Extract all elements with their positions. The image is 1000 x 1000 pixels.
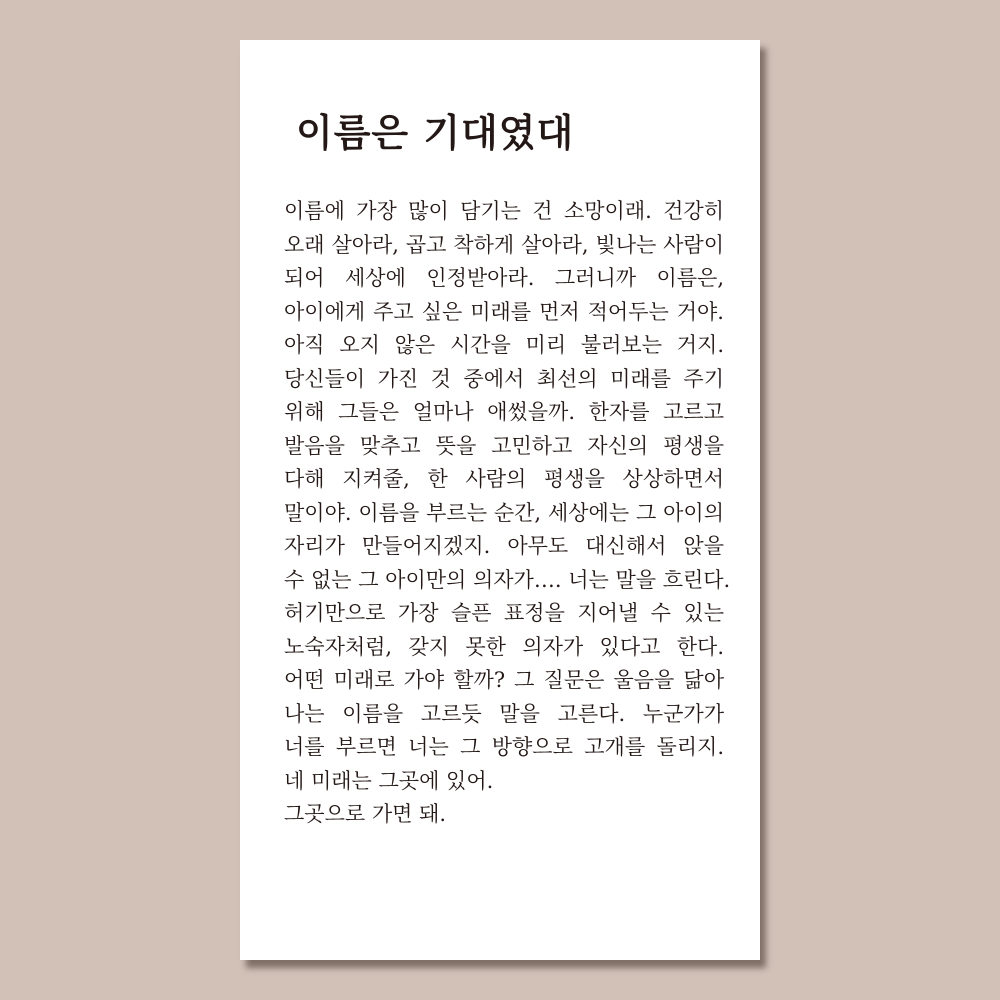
body-text [284,195,731,832]
text-line: 자리가 만들어지겠지. 아무도 대신해서 앉을 [284,534,724,558]
text-line: 어떤 미래로 가야 할까? 그 질문은 울음을 닮아 [284,668,724,692]
text-line: 수 없는 그 아이만의 의자가…. 너는 말을 흐린다. [284,567,731,592]
text-line: 노숙자처럼, 갖지 못한 의자가 있다고 한다. [284,634,724,659]
text-line: 당신들이 가진 것 중에서 최선의 미래를 주기 [284,366,724,391]
text-line: 다해 지켜줄, 한 사람의 평생을 상상하면서 [284,467,724,491]
text-line: 말이야. 이름을 부르는 순간, 세상에는 그 아이의 [284,500,724,525]
text-card [240,40,760,960]
text-line: 이름에 가장 많이 담기는 건 소망이래. 건강히 [284,199,724,223]
text-line: 되어 세상에 인정받아라. 그러니까 이름은, [284,266,724,290]
text-line: 발음을 맞추고 뜻을 고민하고 자신의 평생을 [284,433,724,458]
text-line: 너를 부르면 너는 그 방향으로 고개를 돌리지. [284,735,724,759]
text-line: 아직 오지 않은 시간을 미리 불러보는 거지. [284,333,724,357]
text-line: 아이에게 주고 싶은 미래를 먼저 적어두는 거야. [284,299,724,324]
text-line: 네 미래는 그곳에 있어. [284,768,494,793]
text-line: 허기만으로 가장 슬픈 표정을 지어낼 수 있는 [284,601,724,625]
text-line: 나는 이름을 고르듯 말을 고른다. 누군가가 [284,701,724,726]
text-line: 오래 살아라, 곱고 착하게 살아라, 빛나는 사람이 [284,232,724,257]
text-line: 위해 그들은 얼마나 애썼을까. 한자를 고르고 [284,400,724,424]
card-title: 이름은 기대였대 [296,110,575,155]
text-line: 그곳으로 가면 돼. [284,802,447,826]
